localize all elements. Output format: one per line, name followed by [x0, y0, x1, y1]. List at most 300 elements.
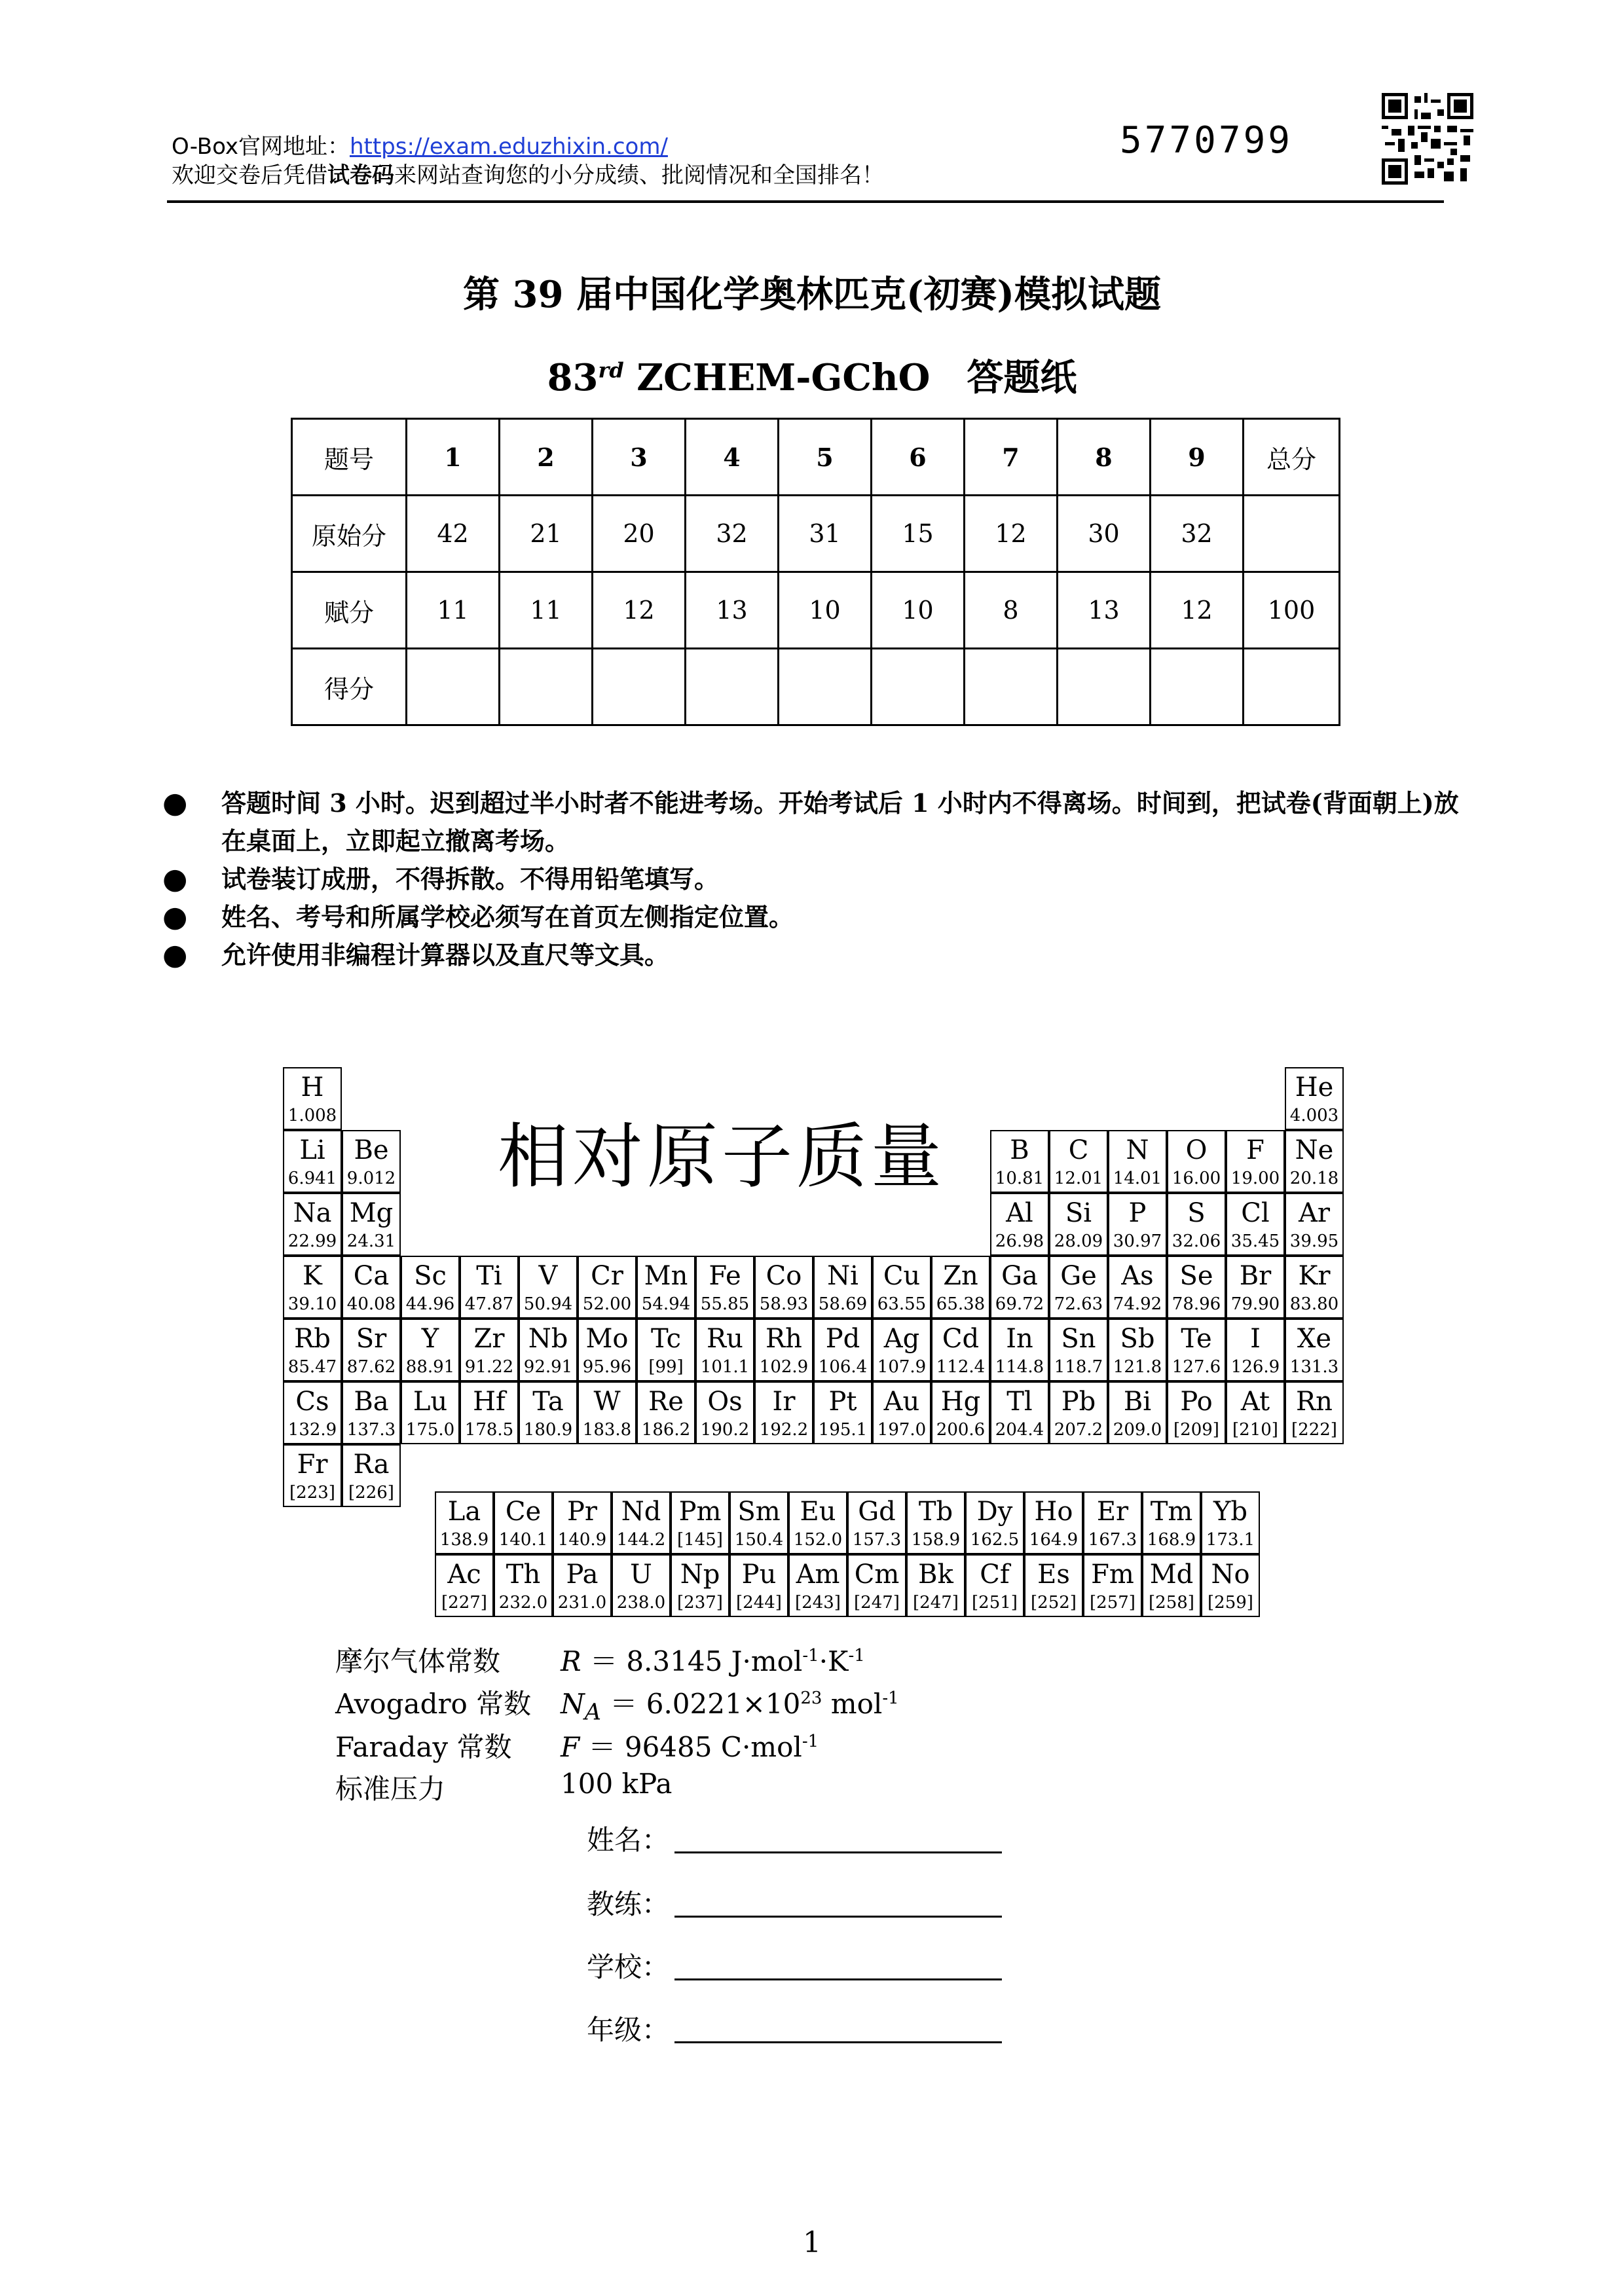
element-mass: 39.10	[287, 1294, 337, 1314]
qr-code-icon	[1382, 93, 1473, 185]
score-cell: 31	[779, 496, 872, 572]
element-cell	[1201, 1491, 1260, 1554]
element-symbol: Fm	[1091, 1559, 1134, 1590]
element-symbol: V	[538, 1261, 558, 1291]
element-cell	[1167, 1319, 1226, 1381]
element-mass: 178.5	[464, 1420, 514, 1440]
element-cell	[494, 1554, 553, 1617]
element-mass: [258]	[1149, 1593, 1194, 1613]
element-cell	[1108, 1256, 1167, 1319]
element-mass: 168.9	[1147, 1530, 1196, 1550]
element-symbol: Be	[354, 1135, 389, 1165]
score-cell: 20	[593, 496, 686, 572]
element-mass: 40.08	[346, 1294, 396, 1314]
periodic-table-title: 相对原子质量	[498, 1116, 946, 1198]
element-cell	[906, 1491, 965, 1554]
element-cell	[754, 1381, 813, 1444]
element-mass: 101.1	[700, 1357, 750, 1377]
element-symbol: I	[1250, 1324, 1261, 1354]
element-mass: 180.9	[523, 1420, 573, 1440]
name-label: 姓名：	[587, 1824, 670, 1856]
element-cell	[1167, 1193, 1226, 1256]
element-symbol: Dy	[976, 1497, 1013, 1527]
element-symbol: Pd	[825, 1324, 860, 1354]
score-cell[interactable]	[593, 649, 686, 725]
element-symbol: Ti	[476, 1261, 502, 1291]
grade-field[interactable]	[674, 2041, 1002, 2043]
element-mass: [209]	[1173, 1420, 1219, 1440]
element-mass: 183.8	[582, 1420, 632, 1440]
pressure-value: 100 kPa	[561, 1768, 673, 1800]
score-cell[interactable]	[407, 649, 500, 725]
element-symbol: He	[1295, 1072, 1334, 1102]
element-cell	[460, 1319, 519, 1381]
element-cell	[847, 1491, 906, 1554]
element-cell	[460, 1381, 519, 1444]
element-symbol: Tl	[1006, 1387, 1033, 1417]
element-mass: 200.6	[936, 1420, 986, 1440]
element-symbol: Zn	[943, 1261, 978, 1291]
element-mass: 22.99	[287, 1231, 337, 1251]
element-symbol: Tm	[1150, 1497, 1193, 1527]
score-cell: 6	[872, 419, 965, 496]
element-mass: 112.4	[936, 1357, 986, 1377]
score-cell[interactable]	[1151, 649, 1244, 725]
header-divider	[167, 200, 1444, 203]
element-mass: 20.18	[1289, 1169, 1339, 1188]
element-symbol: Si	[1065, 1198, 1092, 1228]
element-mass: 158.9	[911, 1530, 961, 1550]
element-mass: 140.9	[557, 1530, 607, 1550]
rule-item: ● 试卷装订成册，不得拆散。不得用铅笔填写。	[162, 862, 720, 896]
score-cell: 得分	[292, 649, 407, 725]
element-mass: 72.63	[1054, 1294, 1103, 1314]
element-cell	[813, 1319, 872, 1381]
rule-item: ● 姓名、考号和所属学校必须写在首页左侧指定位置。	[162, 900, 794, 934]
element-symbol: Zr	[473, 1324, 505, 1354]
element-cell	[1083, 1491, 1142, 1554]
score-row	[292, 649, 1340, 725]
site-prefix: O-Box官网地址：	[172, 134, 350, 160]
score-cell: 9	[1151, 419, 1244, 496]
element-symbol: Md	[1149, 1559, 1194, 1590]
score-cell: 100	[1244, 572, 1340, 649]
element-symbol: C	[1068, 1135, 1089, 1165]
element-symbol: Sb	[1120, 1324, 1155, 1354]
element-cell	[965, 1554, 1024, 1617]
score-cell: 30	[1058, 496, 1151, 572]
element-cell	[1285, 1130, 1344, 1193]
element-symbol: Ba	[354, 1387, 389, 1417]
element-mass: 1.008	[287, 1106, 337, 1125]
element-symbol: Bk	[918, 1559, 953, 1590]
score-cell: 题号	[292, 419, 407, 496]
element-symbol: In	[1006, 1324, 1033, 1354]
element-symbol: Yb	[1213, 1497, 1247, 1527]
element-mass: [257]	[1090, 1593, 1135, 1613]
element-mass: 138.9	[439, 1530, 489, 1550]
element-mass: [99]	[648, 1357, 684, 1377]
element-mass: 87.62	[346, 1357, 396, 1377]
element-mass: 164.9	[1029, 1530, 1079, 1550]
element-mass: 32.06	[1172, 1231, 1221, 1251]
element-cell	[637, 1256, 695, 1319]
element-cell	[1049, 1130, 1108, 1193]
avogadro-value: $N_A = 6.0221\times 10^{23}$ mol$^{-1}$	[561, 1688, 899, 1726]
gas-constant-value: R ＝ 8.3145 $J\cdot mol^{-1}\cdot K^{-1}$	[561, 1645, 865, 1677]
element-symbol: Cu	[883, 1261, 921, 1291]
score-cell[interactable]	[686, 649, 779, 725]
element-mass: 192.2	[759, 1420, 809, 1440]
score-cell[interactable]	[779, 649, 872, 725]
coach-field[interactable]	[674, 1916, 1002, 1918]
score-row	[292, 419, 1340, 496]
score-table	[291, 418, 1340, 726]
element-cell	[931, 1319, 990, 1381]
element-mass: [259]	[1208, 1593, 1253, 1613]
score-cell: 总分	[1244, 419, 1340, 496]
score-cell[interactable]	[1058, 649, 1151, 725]
element-mass: 126.9	[1230, 1357, 1280, 1377]
element-mass: 88.91	[405, 1357, 455, 1377]
score-cell: 32	[686, 496, 779, 572]
element-cell	[401, 1256, 460, 1319]
element-symbol: F	[1246, 1135, 1264, 1165]
element-symbol: Br	[1239, 1261, 1272, 1291]
element-cell	[578, 1319, 637, 1381]
element-mass: 204.4	[995, 1420, 1044, 1440]
element-cell	[847, 1554, 906, 1617]
element-symbol: Ar	[1298, 1198, 1330, 1228]
score-cell: 4	[686, 419, 779, 496]
element-mass: 127.6	[1172, 1357, 1221, 1377]
element-cell	[729, 1554, 788, 1617]
page-number: 1	[803, 2226, 821, 2259]
element-mass: 14.01	[1113, 1169, 1162, 1188]
element-symbol: Ni	[827, 1261, 858, 1291]
element-symbol: P	[1128, 1198, 1147, 1228]
element-mass: [210]	[1232, 1420, 1278, 1440]
element-mass: [226]	[348, 1483, 394, 1503]
element-symbol: Sc	[414, 1261, 447, 1291]
element-symbol: H	[301, 1072, 324, 1102]
element-mass: 9.012	[346, 1169, 396, 1188]
score-cell[interactable]	[965, 649, 1058, 725]
element-cell	[813, 1256, 872, 1319]
score-cell: 8	[1058, 419, 1151, 496]
element-cell	[1167, 1256, 1226, 1319]
element-cell	[1167, 1381, 1226, 1444]
element-cell	[519, 1256, 578, 1319]
element-symbol: Mo	[585, 1324, 629, 1354]
element-mass: 39.95	[1289, 1231, 1339, 1251]
element-cell	[283, 1381, 342, 1444]
element-mass: [222]	[1291, 1420, 1337, 1440]
element-mass: 152.0	[793, 1530, 843, 1550]
element-cell	[401, 1381, 460, 1444]
score-cell: 1	[407, 419, 500, 496]
score-cell: 42	[407, 496, 500, 572]
element-symbol: Au	[883, 1387, 920, 1417]
element-symbol: Os	[707, 1387, 743, 1417]
element-mass: 16.00	[1172, 1169, 1221, 1188]
element-symbol: Cr	[591, 1261, 623, 1291]
score-row	[292, 496, 1340, 572]
score-cell[interactable]	[500, 649, 593, 725]
element-mass: 209.0	[1113, 1420, 1162, 1440]
element-symbol: Ga	[1001, 1261, 1038, 1291]
element-symbol: Ac	[447, 1559, 481, 1590]
element-mass: 107.9	[877, 1357, 927, 1377]
element-cell	[990, 1256, 1049, 1319]
element-mass: [247]	[913, 1593, 959, 1613]
element-mass: [244]	[736, 1593, 782, 1613]
element-symbol: Nb	[528, 1324, 568, 1354]
element-symbol: Sr	[356, 1324, 387, 1354]
element-symbol: Hf	[473, 1387, 506, 1417]
element-mass: 175.0	[405, 1420, 455, 1440]
element-mass: 69.72	[995, 1294, 1044, 1314]
element-cell	[1226, 1319, 1285, 1381]
element-mass: 162.5	[970, 1530, 1020, 1550]
element-symbol: Eu	[800, 1497, 836, 1527]
element-mass: 83.80	[1289, 1294, 1339, 1314]
element-cell	[1049, 1319, 1108, 1381]
element-mass: 78.96	[1172, 1294, 1221, 1314]
element-cell	[695, 1381, 754, 1444]
element-symbol: Sn	[1061, 1324, 1096, 1354]
element-cell	[1226, 1381, 1285, 1444]
element-cell	[1167, 1130, 1226, 1193]
element-symbol: Re	[648, 1387, 684, 1417]
element-mass: 63.55	[877, 1294, 927, 1314]
element-symbol: Rb	[294, 1324, 331, 1354]
element-symbol: Rn	[1296, 1387, 1333, 1417]
element-mass: 26.98	[995, 1231, 1044, 1251]
element-symbol: Li	[299, 1135, 325, 1165]
exam-rules	[162, 784, 1472, 974]
element-symbol: W	[593, 1387, 621, 1417]
element-symbol: No	[1211, 1559, 1250, 1590]
element-symbol: Tc	[651, 1324, 681, 1354]
element-cell	[813, 1381, 872, 1444]
school-field[interactable]	[674, 1978, 1002, 1980]
element-symbol: Na	[293, 1198, 332, 1228]
site-link[interactable]: https://exam.eduzhixin.com/	[349, 134, 668, 160]
element-cell	[1083, 1554, 1142, 1617]
element-symbol: Mg	[349, 1198, 394, 1228]
element-symbol: Tb	[918, 1497, 953, 1527]
element-mass: 232.0	[498, 1593, 548, 1613]
element-cell	[553, 1491, 612, 1554]
element-symbol: Cl	[1241, 1198, 1270, 1228]
element-symbol: Np	[680, 1559, 720, 1590]
element-mass: 238.0	[616, 1593, 666, 1613]
element-mass: 52.00	[582, 1294, 632, 1314]
element-mass: 28.09	[1054, 1231, 1103, 1251]
exam-code: 5770799	[1120, 119, 1293, 162]
element-cell	[1049, 1193, 1108, 1256]
element-cell	[1049, 1381, 1108, 1444]
element-symbol: Gd	[858, 1497, 896, 1527]
element-mass: 85.47	[287, 1357, 337, 1377]
element-symbol: Se	[1179, 1261, 1213, 1291]
element-symbol: Ag	[883, 1324, 920, 1354]
element-cell	[435, 1554, 494, 1617]
element-mass: 121.8	[1113, 1357, 1162, 1377]
element-cell	[342, 1193, 401, 1256]
element-symbol: Ra	[353, 1449, 390, 1480]
site-address	[172, 128, 668, 160]
element-mass: [227]	[441, 1593, 487, 1613]
element-mass: 54.94	[641, 1294, 691, 1314]
element-cell	[283, 1067, 342, 1130]
element-symbol: Er	[1096, 1497, 1129, 1527]
element-cell	[1201, 1554, 1260, 1617]
element-mass: 19.00	[1230, 1169, 1280, 1188]
score-cell: 11	[500, 572, 593, 649]
element-symbol: Ce	[505, 1497, 542, 1527]
element-mass: 167.3	[1088, 1530, 1137, 1550]
rule-item: ● 允许使用非编程计算器以及直尺等文具。	[162, 938, 670, 972]
element-cell	[1049, 1256, 1108, 1319]
element-mass: 44.96	[405, 1294, 455, 1314]
element-mass: 30.97	[1113, 1231, 1162, 1251]
element-cell	[1142, 1491, 1201, 1554]
gas-constant-label: 摩尔气体常数	[335, 1645, 501, 1677]
element-cell	[1108, 1193, 1167, 1256]
element-cell	[906, 1554, 965, 1617]
element-mass: 132.9	[287, 1420, 337, 1440]
element-cell	[283, 1130, 342, 1193]
element-cell	[1226, 1193, 1285, 1256]
element-mass: [237]	[677, 1593, 723, 1613]
element-symbol: Co	[766, 1261, 802, 1291]
element-cell	[519, 1319, 578, 1381]
element-mass: 207.2	[1054, 1420, 1103, 1440]
score-cell[interactable]	[872, 649, 965, 725]
score-cell: 7	[965, 419, 1058, 496]
element-mass: 91.22	[464, 1357, 514, 1377]
score-cell: 21	[500, 496, 593, 572]
element-cell	[754, 1256, 813, 1319]
element-mass: 47.87	[464, 1294, 514, 1314]
element-symbol: K	[303, 1261, 322, 1291]
score-cell: 13	[686, 572, 779, 649]
name-field[interactable]	[674, 1851, 1002, 1853]
element-mass: 12.01	[1054, 1169, 1103, 1188]
element-cell	[788, 1491, 847, 1554]
element-cell	[494, 1491, 553, 1554]
element-mass: [145]	[677, 1530, 723, 1550]
element-mass: [251]	[972, 1593, 1018, 1613]
element-mass: 4.003	[1289, 1106, 1339, 1125]
element-cell	[1285, 1319, 1344, 1381]
score-cell: 5	[779, 419, 872, 496]
element-symbol: Nd	[621, 1497, 661, 1527]
school-label: 学校：	[587, 1951, 670, 1983]
element-symbol: Ne	[1295, 1135, 1334, 1165]
element-symbol: Bi	[1123, 1387, 1152, 1417]
pressure-label: 标准压力	[335, 1773, 446, 1805]
element-symbol: Pm	[678, 1497, 722, 1527]
element-cell	[460, 1256, 519, 1319]
element-symbol: Ge	[1060, 1261, 1097, 1291]
element-cell	[637, 1319, 695, 1381]
score-cell: 10	[872, 572, 965, 649]
element-cell	[1226, 1256, 1285, 1319]
element-cell	[1142, 1554, 1201, 1617]
score-cell: 3	[593, 419, 686, 496]
element-cell	[578, 1256, 637, 1319]
exam-title: 第 39 届中国化学奥林匹克(初赛)模拟试题	[463, 273, 1161, 316]
element-mass: 6.941	[287, 1169, 337, 1188]
grade-label: 年级：	[587, 2014, 670, 2046]
element-cell	[612, 1554, 671, 1617]
element-mass: 231.0	[557, 1593, 607, 1613]
header-note: 欢迎交卷后凭借试卷码来网站查询您的小分成绩、批阅情况和全国排名！	[172, 162, 884, 189]
element-mass: [223]	[289, 1483, 335, 1503]
element-cell	[931, 1256, 990, 1319]
element-cell	[401, 1319, 460, 1381]
element-mass: 197.0	[877, 1420, 927, 1440]
element-cell	[612, 1491, 671, 1554]
element-cell	[872, 1256, 931, 1319]
element-mass: 118.7	[1054, 1357, 1103, 1377]
score-cell: 原始分	[292, 496, 407, 572]
element-symbol: Sm	[737, 1497, 781, 1527]
element-symbol: Y	[421, 1324, 439, 1354]
element-cell	[1108, 1381, 1167, 1444]
element-cell	[342, 1256, 401, 1319]
element-cell	[283, 1444, 342, 1507]
element-symbol: Hg	[940, 1387, 981, 1417]
element-mass: 106.4	[818, 1357, 868, 1377]
element-cell	[990, 1130, 1049, 1193]
score-cell: 11	[407, 572, 500, 649]
faraday-value: F ＝ 96485 C·mol$^{-1}$	[561, 1731, 819, 1763]
element-cell	[578, 1381, 637, 1444]
element-symbol: Ta	[532, 1387, 564, 1417]
element-cell	[283, 1256, 342, 1319]
element-symbol: Pr	[566, 1497, 598, 1527]
element-mass: [247]	[854, 1593, 900, 1613]
element-symbol: Ho	[1034, 1497, 1073, 1527]
element-mass: 157.3	[852, 1530, 902, 1550]
element-mass: 114.8	[995, 1357, 1044, 1377]
element-cell	[990, 1319, 1049, 1381]
element-cell	[1024, 1491, 1083, 1554]
element-cell	[519, 1381, 578, 1444]
element-symbol: Pb	[1061, 1387, 1096, 1417]
element-symbol: S	[1187, 1198, 1206, 1228]
score-cell: 10	[779, 572, 872, 649]
element-cell	[931, 1381, 990, 1444]
element-symbol: Pa	[566, 1559, 599, 1590]
element-mass: 74.92	[1113, 1294, 1162, 1314]
score-cell: 32	[1151, 496, 1244, 572]
element-mass: 190.2	[700, 1420, 750, 1440]
score-cell[interactable]	[1244, 649, 1340, 725]
rule-item: ● 答题时间 3 小时。迟到超过半小时者不能进考场。开始考试后 1 小时内不得离场。时间到，把试卷(背面朝上)放在桌面上，立即起立撤离考场。	[162, 786, 1459, 856]
element-symbol: Al	[1006, 1198, 1033, 1228]
element-mass: 55.85	[700, 1294, 750, 1314]
element-mass: 92.91	[523, 1357, 573, 1377]
element-symbol: O	[1185, 1135, 1208, 1165]
element-cell	[1108, 1319, 1167, 1381]
element-symbol: Fr	[297, 1449, 328, 1480]
element-mass: 35.45	[1230, 1231, 1280, 1251]
